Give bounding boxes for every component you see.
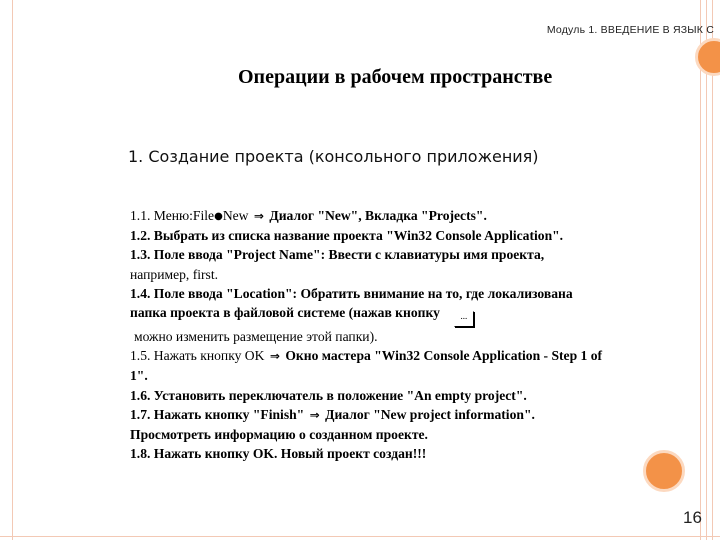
page-number: 16 <box>683 508 702 527</box>
step-1-2: 1.2. Выбрать из списка название проекта "Win32 Console Application". <box>130 228 564 244</box>
slide-title <box>0 66 720 89</box>
step-1-3: 1.3. Поле ввода "Project Name": Ввести с клавиатуры имя проекта, <box>130 247 545 263</box>
section-heading: 1. Создание проекта (консольного приложения) <box>128 147 539 166</box>
step-1-5-text: 1.5. Нажать кнопку OK <box>130 348 265 364</box>
step-1-5 <box>130 346 695 366</box>
step-1-7 <box>130 405 695 425</box>
step-1-1-dialog: Диалог "New", Вкладка "Projects". <box>269 208 487 223</box>
step-1-1-new: New <box>222 208 249 223</box>
step-1-5-cont: 1". <box>130 368 148 384</box>
module-header: Модуль 1. ВВЕДЕНИЕ В ЯЗЫК С <box>546 24 714 36</box>
step-1-7-dialog: Диалог "New project information". <box>325 406 535 422</box>
step-1-7-text: 1.7. Нажать кнопку "Finish" <box>130 406 305 422</box>
browse-button: ... <box>454 311 474 327</box>
step-1-7-cont: Просмотреть информацию о созданном проекте. <box>130 427 428 443</box>
step-1-4-text: папка проекта в файловой системе (нажав кнопку <box>130 305 440 321</box>
arrow-icon: ⇒ <box>253 209 264 223</box>
border-line-bottom <box>0 536 720 537</box>
step-1-4: 1.4. Поле ввода "Location": Обратить внимание на то, где локализована <box>130 285 573 301</box>
arrow-icon: ⇒ <box>309 407 320 422</box>
slide-title-text: Операции в рабочем пространстве <box>238 66 553 88</box>
arrow-icon: ⇒ <box>269 349 280 364</box>
step-1-3-cont: например, first. <box>130 266 219 282</box>
step-1-1 <box>130 206 695 226</box>
bullet-icon: ● <box>214 211 223 222</box>
step-1-5-wizard: Окно мастера "Win32 Console Application - Step 1 of <box>285 348 603 364</box>
step-1-6: 1.6. Установить переключатель в положение "An empty project". <box>130 387 527 403</box>
decorative-circle-bottom <box>643 450 685 492</box>
steps-list <box>130 206 695 463</box>
step-1-8: 1.8. Нажать кнопку OK. Новый проект создан!!! <box>130 446 427 462</box>
step-1-4-end: можно изменить размещение этой папки). <box>134 329 378 345</box>
step-1-4-cont <box>130 303 695 327</box>
step-1-1-menu: 1.1. Меню:File <box>130 208 215 223</box>
